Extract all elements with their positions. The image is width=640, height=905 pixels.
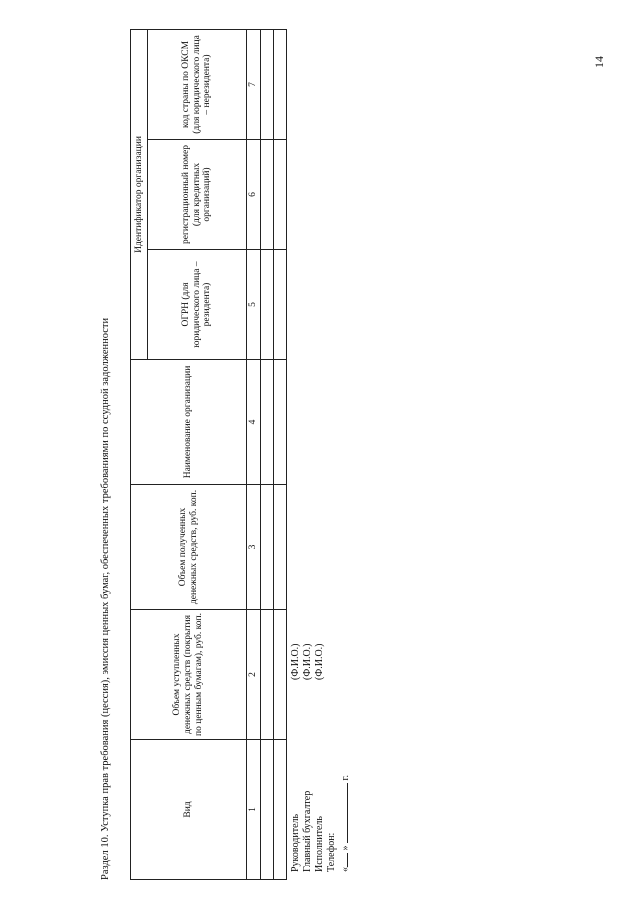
table-cell[interactable] (274, 485, 287, 610)
column-number: 2 (247, 610, 261, 740)
executor-label: Исполнитель (314, 816, 325, 872)
col-header-type: Вид (131, 740, 247, 880)
col-header-org-name: Наименование организации (131, 360, 247, 485)
col-header-ogrn: ОГРН (для юридического лица – резидента) (148, 250, 247, 360)
phone-label: Телефон: (326, 832, 337, 872)
section-title: Раздел 10. Уступка прав требования (цессия), эмиссия ценных бумаг, обеспеченных требованиями по ссудной задолженности (100, 317, 111, 880)
col-header-reg-number: регистрационный номер (для кредитных организаций) (148, 140, 247, 250)
table-cell[interactable] (261, 610, 274, 740)
table-cell[interactable] (274, 140, 287, 250)
table-cell[interactable] (261, 140, 274, 250)
column-number: 3 (247, 485, 261, 610)
col-header-received-amount: Объем полученных денежных средств, руб. коп. (131, 485, 247, 610)
date-close-quote: » (340, 845, 351, 851)
table-cell[interactable] (274, 740, 287, 880)
column-number: 4 (247, 360, 261, 485)
rotated-page-content (100, 30, 351, 880)
accountant-label: Главный бухгалтер (302, 790, 313, 872)
column-number: 1 (247, 740, 261, 880)
head-label: Руководитель (290, 813, 301, 872)
date-open-quote: « (340, 867, 351, 872)
column-number: 6 (247, 140, 261, 250)
column-number: 7 (247, 29, 261, 139)
date-line (340, 775, 352, 872)
table-cell[interactable] (274, 29, 287, 139)
page-number: 14 (592, 56, 606, 68)
col-header-oksm-code: код страны по ОКСМ (для юридического лица – нерезидента) (148, 29, 247, 139)
table-row (274, 29, 287, 879)
accountant-fio: (Ф.И.О.) (302, 643, 313, 680)
table-cell[interactable] (261, 29, 274, 139)
report-table (130, 29, 287, 880)
table-cell[interactable] (274, 360, 287, 485)
column-number-row (247, 29, 261, 879)
column-number: 5 (247, 250, 261, 360)
table-cell[interactable] (274, 250, 287, 360)
date-year-suffix: г. (340, 775, 351, 781)
group-header-org-identifier: Идентификатор организации (131, 29, 148, 359)
executor-fio: (Ф.И.О.) (314, 643, 325, 680)
table-cell[interactable] (261, 485, 274, 610)
col-header-ceded-amount: Объем уступленных денежных средств (покрытия по ценным бумагам), руб. коп. (131, 610, 247, 740)
table-cell[interactable] (261, 360, 274, 485)
table-row (261, 29, 274, 879)
table-cell[interactable] (274, 610, 287, 740)
table-cell[interactable] (261, 740, 274, 880)
signature-block (290, 30, 380, 880)
table-cell[interactable] (261, 250, 274, 360)
head-fio: (Ф.И.О.) (290, 643, 301, 680)
